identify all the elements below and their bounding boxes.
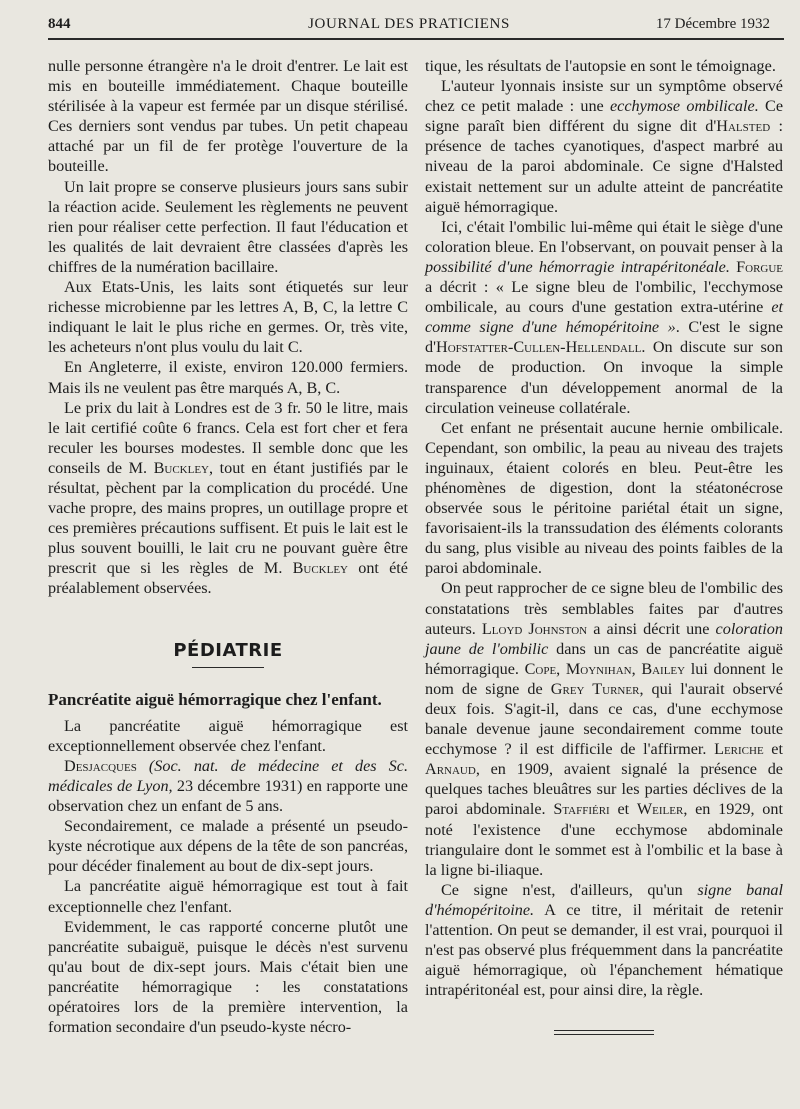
author-name: Cope, Moynihan, Bailey bbox=[524, 659, 686, 678]
paragraph: Aux Etats-Unis, les laits sont étiquetés sur leur richesse microbienne par les lettres A, B, C, la lettre C indiquant le lait le plus riche en germes. Or, très vite, les acheteurs n'ont plus voulu du lait C. bbox=[48, 278, 408, 357]
left-column bbox=[48, 56, 408, 1037]
citation: (Soc. nat. de médecine et des Sc. médicales de Lyon, bbox=[48, 756, 408, 795]
divider-line bbox=[554, 1034, 654, 1035]
paragraph bbox=[425, 76, 783, 217]
paragraph: La pancréatite aiguë hémorragique est tout à fait exceptionnelle chez l'enfant. bbox=[48, 877, 408, 916]
text-run: Le prix du lait à Londres est de 3 fr. 50 le litre, mais le lait certifié coûte 6 francs. Cela est fort cher et fera reculer les bourses modestes. Il semble donc que les conseils de M. bbox=[48, 398, 408, 477]
text-run: , en 1929, ont noté l'existence d'une ecchymose abdominale triangulaire dont le sommet est à l'ombilic et la base à la ligne bi-iliaque. bbox=[425, 800, 783, 879]
text-run: et bbox=[609, 800, 637, 819]
paragraph: tique, les résultats de l'autopsie en sont le témoignage. bbox=[425, 57, 776, 75]
section-rule bbox=[192, 667, 264, 668]
text-run: Ici, c'était l'ombilic lui-même qui était le siège d'une coloration bleue. En l'observant, on pouvait penser à la bbox=[425, 217, 783, 256]
text-run: On peut rapprocher de ce signe bleu de l'ombilic des constatations très semblables faites par d'autres auteurs. bbox=[425, 579, 783, 638]
emphasis: et comme signe d'une hémopéritoine » bbox=[425, 298, 783, 337]
paragraph: Secondairement, ce malade a présenté un pseudo-kyste nécrotique aux dépens de la tête de son pancréas, pour décéder finalement au bout de dix-sept jours. bbox=[48, 817, 408, 876]
text-run: 23 décembre 1931) en rapporte une observation chez un enfant de 5 ans. bbox=[48, 777, 408, 816]
paragraph: Evidemment, le cas rapporté concerne plutôt une pancréatite subaiguë, puisque le décès n'est survenu qu'au bout de dix-sept jours. Mais c'était bien une pancréatite hémorragique : les constatations opératoires lors de la première intervention, la formation secondaire d'un pseudo-kyste nécro- bbox=[48, 917, 408, 1037]
right-column bbox=[425, 56, 783, 1038]
author-name: Hofstatter-Cullen-Hellendall bbox=[436, 338, 642, 357]
text-run: A ce titre, il méritait de retenir l'attention. On peut se demander, il est vrai, pourquoi il n'est pas observé plus fréquemment dans la pancréatite aiguë hémorragique, où l'épanchement hématique intrapéritonéal est, pour ainsi dire, la règle. bbox=[425, 900, 783, 1000]
paragraph: nulle personne étrangère n'a le droit d'entrer. Le lait est mis en bouteille immédiatement. Chaque bouteille stérilisée à la vapeur est fermée par un disque stérilisé. Ces derniers sont vendus par tubes. Un petit chapeau attaché par un fil de fer protège l'ouverture de la bouteille. bbox=[48, 57, 408, 176]
article-title: Pancréatite aiguë hémorragique chez l'enfant. bbox=[48, 689, 382, 709]
running-header bbox=[48, 14, 770, 36]
text-run: ont été préalablement observées. bbox=[48, 559, 408, 598]
text-run: a ainsi décrit une bbox=[587, 619, 716, 638]
author-name: Desjacques bbox=[64, 756, 137, 775]
paragraph: Un lait propre se conserve plusieurs jours sans subir la réaction acide. Seulement les règlements ne peuvent rien pour réaliser cette perfection. Il faut l'éducation et les qualités de lait devraient être classées d'après les chiffres de la numération bacillaire. bbox=[48, 177, 408, 276]
text-run: L'auteur lyonnais insiste sur un symptôme observé chez ce petit malade : une bbox=[425, 77, 783, 116]
section-heading: PÉDIATRIE bbox=[173, 639, 283, 661]
divider-line bbox=[554, 1030, 654, 1031]
text-run: Ce signe n'est, d'ailleurs, qu'un bbox=[441, 880, 698, 899]
text-run: et bbox=[763, 740, 783, 759]
text-run: dans un cas de pancréatite aiguë hémorragique. bbox=[425, 639, 783, 678]
emphasis: signe banal d'hémopéritoine. bbox=[425, 880, 783, 919]
author-name: Buckley bbox=[292, 559, 348, 578]
paragraph bbox=[48, 398, 408, 599]
author-name: Forgue bbox=[729, 257, 784, 276]
paragraph bbox=[425, 578, 783, 879]
paragraph: Cet enfant ne présentait aucune hernie ombilicale. Cependant, son ombilic, la peau au niveau des trajets inguinaux, étaient colorés en bleu. Peut-être les phénomènes de digestion, dont la stéatonécrose observée sous le péritoine pariétal était un signe, favorisaient-ils la transsudation des éléments colorants du sang, plus visible au niveau des points faibles de la paroi abdominale. bbox=[425, 418, 783, 578]
article-end-rule bbox=[554, 1030, 654, 1035]
text-run: lui donnent le nom de signe de bbox=[425, 659, 783, 698]
author-name: Buckley bbox=[153, 458, 209, 477]
emphasis: possibilité d'une hémorragie intrapéritonéale. bbox=[425, 257, 730, 276]
issue-date: 17 Décembre 1932 bbox=[655, 16, 770, 32]
page-number: 844 bbox=[48, 16, 71, 32]
paragraph bbox=[48, 756, 408, 816]
text-run: a décrit : « Le signe bleu de l'ombilic, l'ecchymose ombilicale, au cours d'une gestation extra-utérine bbox=[425, 278, 783, 317]
paragraph bbox=[425, 880, 783, 1001]
author-name: Arnaud bbox=[425, 760, 476, 779]
text-run: , qui l'aurait observé deux fois. S'agit-il, dans ce cas, d'une ecchymose banale devenue jaune secondairement comme toute ecchymose ? il est difficile de l'affirmer. bbox=[425, 679, 783, 759]
text-run: , tout en étant justifiés par le résultat, pèchent par la complication du procédé. Une vache propre, des mains propres, un outillage propre et ces premières précautions suffisent. Et puis le lait est le plus souvent bouilli, le lait cru ne pouvant guère être prescrit que si les règles de M. bbox=[48, 458, 409, 578]
paragraph: En Angleterre, il existe, environ 120.000 fermiers. Mais ils ne veulent pas être marqués A, B, C. bbox=[48, 358, 408, 397]
emphasis: ecchymose ombilicale. bbox=[610, 97, 759, 116]
author-name: Lloyd Johnston bbox=[481, 619, 588, 638]
text-run: . C'est le signe d' bbox=[425, 318, 783, 357]
paragraph: La pancréatite aiguë hémorragique est exceptionnellement observée chez l'enfant. bbox=[48, 716, 408, 755]
text-run: Ce signe paraît bien différent du signe dit d' bbox=[425, 97, 783, 136]
paragraph bbox=[425, 217, 783, 418]
author-name: Leriche bbox=[714, 740, 764, 759]
emphasis: coloration jaune de l'ombilic bbox=[425, 619, 783, 658]
text-run: . On discute sur son mode de production. On invoque la simple transparence d'un développement anormal de la circulation veineuse collatérale. bbox=[425, 338, 783, 417]
author-name: Weiler bbox=[636, 800, 684, 819]
text-run: , en 1909, avaient signalé la présence de quelques taches bleuâtres sur les parties déclives de la paroi abdominale. bbox=[425, 760, 783, 819]
author-name: Staffiéri bbox=[553, 800, 610, 819]
author-name: Halsted bbox=[716, 117, 771, 136]
author-name: Grey Turner bbox=[550, 679, 640, 698]
header-rule bbox=[48, 38, 784, 40]
journal-title: JOURNAL DES PRATICIENS bbox=[308, 16, 510, 32]
text-run: : présence de taches cyanotiques, d'aspect marbré au niveau de la paroi abdominale. Ce signe d'Halsted existait nettement sur un adulte atteint de pancréatite aiguë hémorragique. bbox=[425, 117, 783, 216]
